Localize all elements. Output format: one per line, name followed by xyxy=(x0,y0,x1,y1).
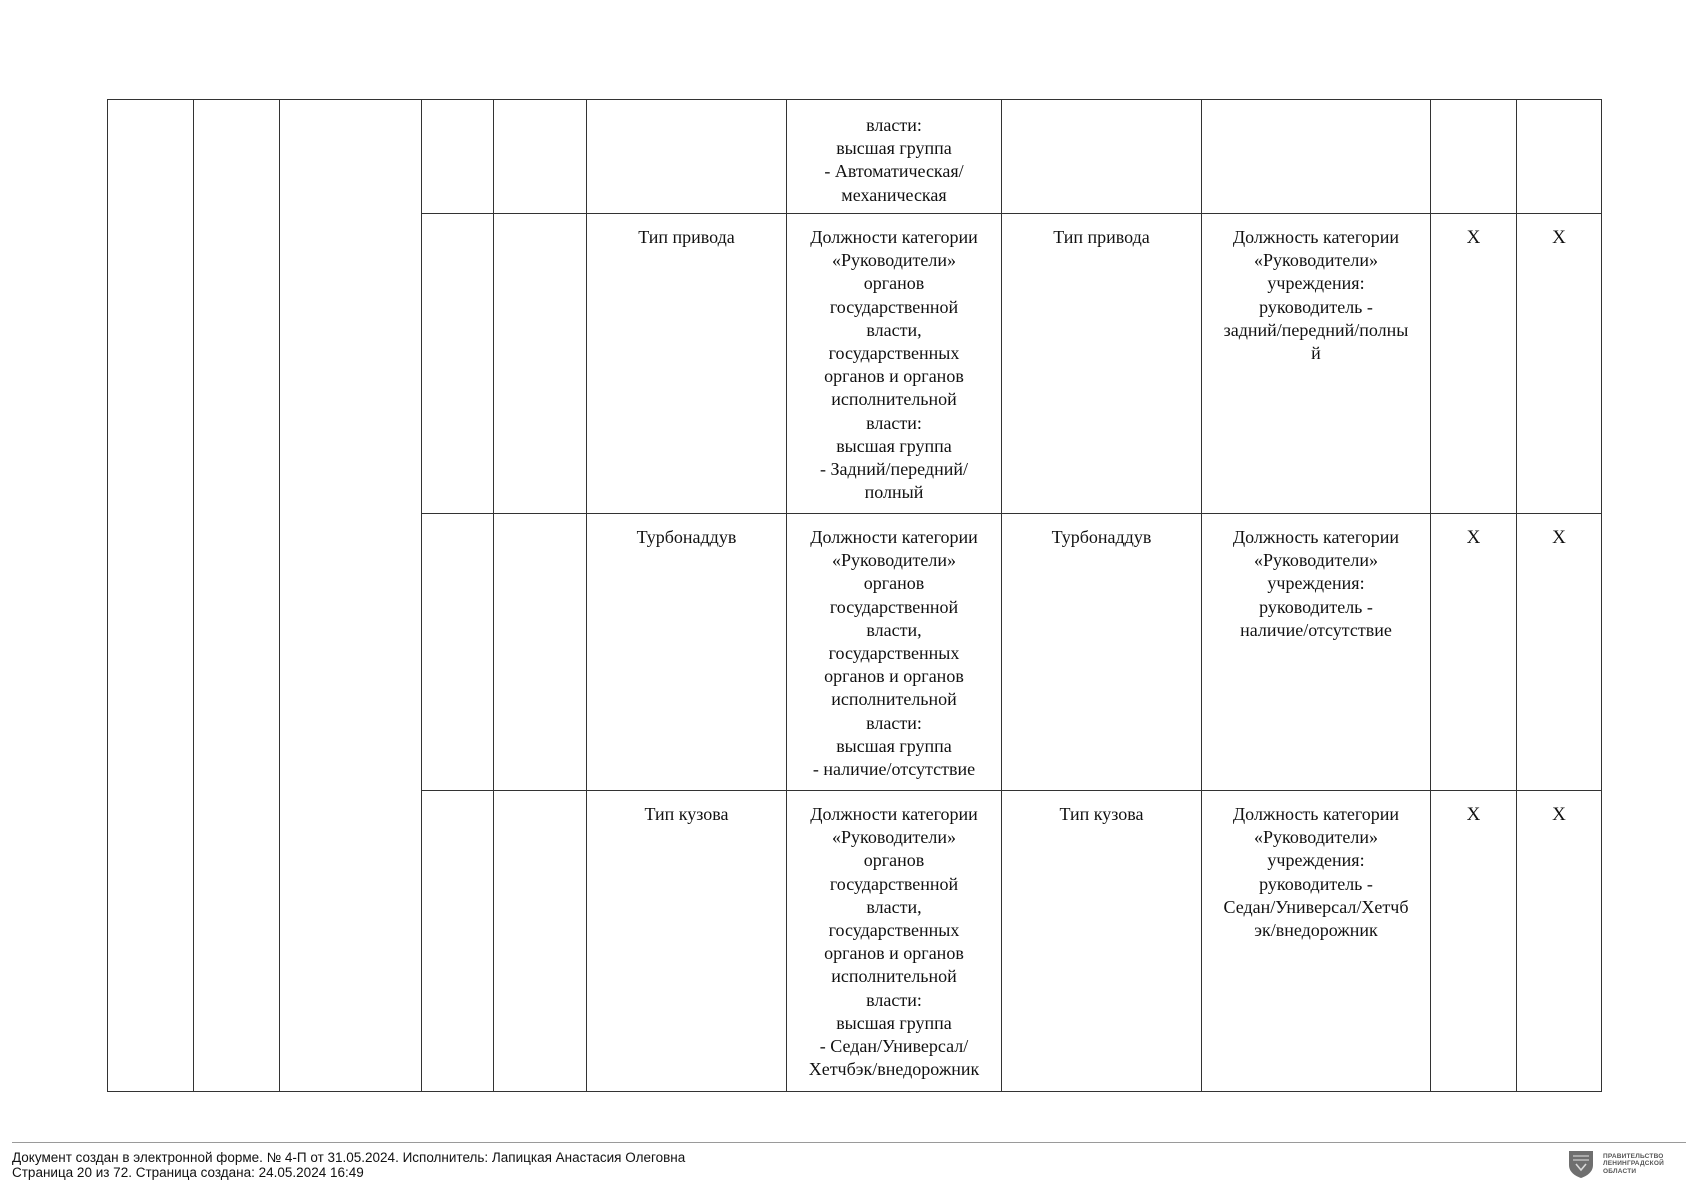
table-cell-col7: Должности категории «Руководители» органов государственной власти, государственных органов и органов исполнительной власти: высшая группа - Седан/Универсал/ Хетчбэк/внедорожник xyxy=(787,791,1002,1092)
table-cell-col4 xyxy=(422,100,494,214)
table-cell-col6: Тип привода xyxy=(587,214,787,514)
table-cell-col5 xyxy=(494,100,587,214)
footer-logo xyxy=(1567,1149,1664,1179)
footer-divider xyxy=(12,1142,1686,1143)
table-cell-col7: Должности категории «Руководители» органов государственной власти, государственных органов и органов исполнительной власти: высшая группа - наличие/отсутствие xyxy=(787,514,1002,791)
table-cell-col6 xyxy=(587,100,787,214)
table-cell-col8: Турбонаддув xyxy=(1002,514,1202,791)
table-cell-col4 xyxy=(422,514,494,791)
footer-text xyxy=(12,1150,685,1180)
table-cell-col9: Должность категории «Руководители» учреждения: руководитель - задний/передний/полны й xyxy=(1202,214,1431,514)
table-row xyxy=(108,100,1602,214)
table-cell-col8: Тип привода xyxy=(1002,214,1202,514)
table-cell-col10: Х xyxy=(1431,514,1517,791)
table-cell-col3 xyxy=(280,100,422,1092)
footer-document-info: Документ создан в электронной форме. № 4-П от 31.05.2024. Исполнитель: Лапицкая Анастасия Олеговна xyxy=(12,1150,686,1165)
table-cell-col5 xyxy=(494,214,587,514)
table-cell-col6: Тип кузова xyxy=(587,791,787,1092)
table-cell-col6: Турбонаддув xyxy=(587,514,787,791)
document-table xyxy=(107,99,1602,1092)
table-cell-col7: власти: высшая группа - Автоматическая/ механическая xyxy=(787,100,1002,214)
footer-page-info: Страница 20 из 72. Страница создана: 24.05.2024 16:49 xyxy=(12,1165,364,1180)
table-cell-col11: Х xyxy=(1517,514,1602,791)
table-cell-col4 xyxy=(422,214,494,514)
table-cell-col1 xyxy=(108,100,194,1092)
table-cell-col11 xyxy=(1517,100,1602,214)
table-cell-col10 xyxy=(1431,100,1517,214)
table-cell-col10: Х xyxy=(1431,791,1517,1092)
table-cell-col8 xyxy=(1002,100,1202,214)
table-cell-col11: Х xyxy=(1517,214,1602,514)
table-cell-col9: Должность категории «Руководители» учреждения: руководитель - наличие/отсутствие xyxy=(1202,514,1431,791)
logo-text: ПРАВИТЕЛЬСТВО ЛЕНИНГРАДСКОЙ ОБЛАСТИ xyxy=(1603,1152,1664,1175)
table-cell-col8: Тип кузова xyxy=(1002,791,1202,1092)
table-cell-col9 xyxy=(1202,100,1431,214)
table-cell-col2 xyxy=(194,100,280,1092)
table-cell-col5 xyxy=(494,791,587,1092)
table-cell-col11: Х xyxy=(1517,791,1602,1092)
table-cell-col7: Должности категории «Руководители» органов государственной власти, государственных органов и органов исполнительной власти: высшая группа - Задний/передний/ полный xyxy=(787,214,1002,514)
table-cell-col4 xyxy=(422,791,494,1092)
table-cell-col9: Должность категории «Руководители» учреждения: руководитель - Седан/Универсал/Хетчб эк/внедорожник xyxy=(1202,791,1431,1092)
coat-of-arms-icon xyxy=(1567,1149,1595,1179)
table-cell-col10: Х xyxy=(1431,214,1517,514)
table-cell-col5 xyxy=(494,514,587,791)
